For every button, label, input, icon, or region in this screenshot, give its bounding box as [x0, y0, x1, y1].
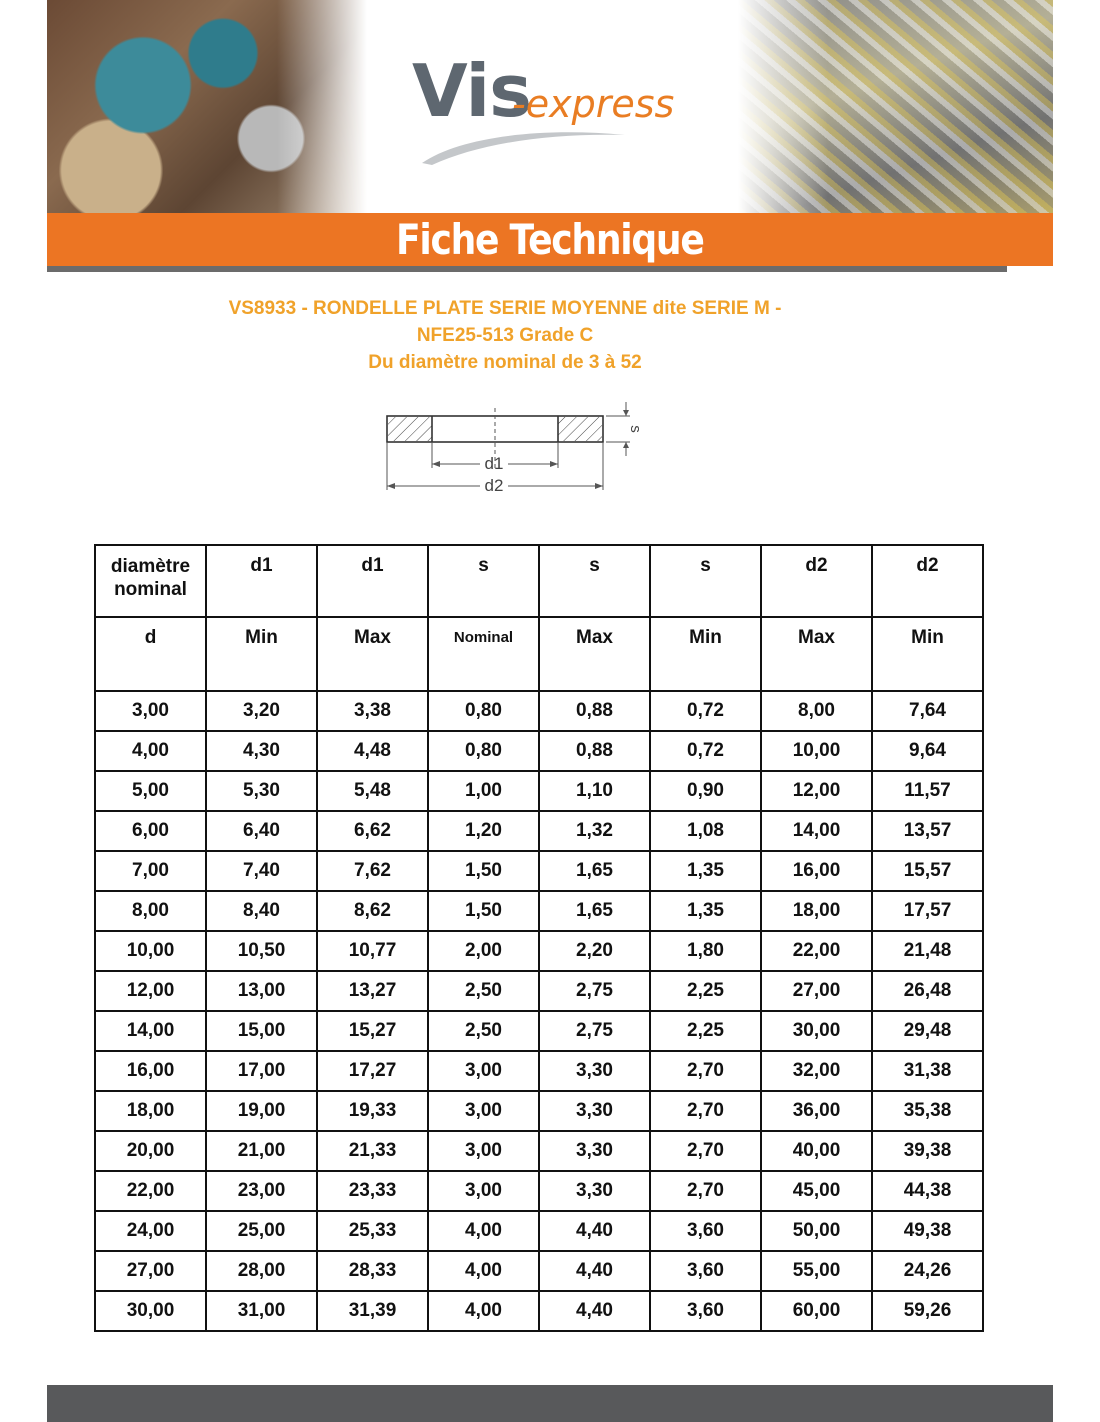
- table-cell: 60,00: [761, 1291, 872, 1331]
- product-line-1: VS8933 - RONDELLE PLATE SERIE MOYENNE dite SERIE M -: [228, 298, 782, 319]
- product-heading: [0, 295, 1010, 376]
- table-header-row-2: [95, 617, 983, 691]
- table-cell: 1,35: [650, 851, 761, 891]
- table-cell: 3,60: [650, 1291, 761, 1331]
- table-row: [95, 1011, 983, 1051]
- table-cell: 19,00: [206, 1091, 317, 1131]
- table-cell: 8,62: [317, 891, 428, 931]
- table-cell: 16,00: [761, 851, 872, 891]
- table-row: [95, 771, 983, 811]
- table-cell: 3,30: [539, 1171, 650, 1211]
- table-cell: 27,00: [761, 971, 872, 1011]
- table-cell: 3,00: [428, 1131, 539, 1171]
- table-cell: 9,64: [872, 731, 983, 771]
- table-cell: 17,27: [317, 1051, 428, 1091]
- table-row: [95, 1051, 983, 1091]
- table-cell: 49,38: [872, 1211, 983, 1251]
- table-cell: 3,60: [650, 1211, 761, 1251]
- table-cell: 3,38: [317, 691, 428, 731]
- table-cell: 3,30: [539, 1051, 650, 1091]
- table-row: [95, 851, 983, 891]
- table-cell: 3,20: [206, 691, 317, 731]
- table-cell: 5,30: [206, 771, 317, 811]
- table-row: [95, 931, 983, 971]
- table-cell: 21,00: [206, 1131, 317, 1171]
- table-cell: 1,00: [428, 771, 539, 811]
- logo-sub-text: -express: [512, 82, 675, 126]
- table-cell: 4,00: [428, 1211, 539, 1251]
- vis-express-logo: [412, 49, 702, 170]
- table-cell: 3,00: [428, 1091, 539, 1131]
- table-cell: 32,00: [761, 1051, 872, 1091]
- table-cell: 2,00: [428, 931, 539, 971]
- table-cell: 1,08: [650, 811, 761, 851]
- table-cell: 1,65: [539, 851, 650, 891]
- header-banner: [47, 0, 1053, 213]
- table-cell: 4,48: [317, 731, 428, 771]
- table-cell: 10,00: [95, 931, 206, 971]
- table-cell: 13,00: [206, 971, 317, 1011]
- table-cell: 22,00: [95, 1171, 206, 1211]
- table-cell: 45,00: [761, 1171, 872, 1211]
- table-cell: 8,00: [95, 891, 206, 931]
- table-cell: 8,00: [761, 691, 872, 731]
- table-cell: 4,40: [539, 1211, 650, 1251]
- label-d2: d2: [484, 476, 504, 495]
- table-cell: 15,57: [872, 851, 983, 891]
- table-cell: 2,70: [650, 1171, 761, 1211]
- table-cell: 7,64: [872, 691, 983, 731]
- table-cell: 1,10: [539, 771, 650, 811]
- header-cell: s: [650, 545, 761, 617]
- table-cell: 44,38: [872, 1171, 983, 1211]
- table-cell: 14,00: [761, 811, 872, 851]
- table-cell: 5,00: [95, 771, 206, 811]
- table-cell: 2,25: [650, 971, 761, 1011]
- table-cell: 24,26: [872, 1251, 983, 1291]
- table-row: [95, 1131, 983, 1171]
- table-cell: 14,00: [95, 1011, 206, 1051]
- table-cell: 3,00: [428, 1051, 539, 1091]
- table-cell: 7,62: [317, 851, 428, 891]
- washer-section-right: [558, 417, 602, 441]
- table-cell: 29,48: [872, 1011, 983, 1051]
- table-cell: 18,00: [761, 891, 872, 931]
- table-cell: 59,26: [872, 1291, 983, 1331]
- washer-diagram: [380, 398, 644, 498]
- table-cell: 10,00: [761, 731, 872, 771]
- footer-bar: [47, 1385, 1053, 1422]
- table-cell: 2,75: [539, 971, 650, 1011]
- table-cell: 7,40: [206, 851, 317, 891]
- header-cell: s: [428, 545, 539, 617]
- table-cell: 39,38: [872, 1131, 983, 1171]
- table-cell: 4,00: [428, 1251, 539, 1291]
- table-cell: 1,65: [539, 891, 650, 931]
- table-cell: 17,00: [206, 1051, 317, 1091]
- table-cell: 1,80: [650, 931, 761, 971]
- table-cell: 1,32: [539, 811, 650, 851]
- table-cell: 20,00: [95, 1131, 206, 1171]
- header-cell: d2: [872, 545, 983, 617]
- table-cell: 26,48: [872, 971, 983, 1011]
- table-row: [95, 1211, 983, 1251]
- header-cell: d2: [761, 545, 872, 617]
- table-cell: 0,88: [539, 731, 650, 771]
- table-cell: 0,72: [650, 691, 761, 731]
- table-cell: 30,00: [761, 1011, 872, 1051]
- table-cell: 17,57: [872, 891, 983, 931]
- table-cell: 25,33: [317, 1211, 428, 1251]
- table-cell: 50,00: [761, 1211, 872, 1251]
- table-row: [95, 1291, 983, 1331]
- table-cell: 1,35: [650, 891, 761, 931]
- spec-table: [94, 544, 984, 1332]
- table-row: [95, 691, 983, 731]
- table-cell: 28,00: [206, 1251, 317, 1291]
- table-cell: 55,00: [761, 1251, 872, 1291]
- table-row: [95, 1171, 983, 1211]
- table-cell: 2,70: [650, 1131, 761, 1171]
- table-cell: 10,77: [317, 931, 428, 971]
- table-cell: 10,50: [206, 931, 317, 971]
- table-cell: 25,00: [206, 1211, 317, 1251]
- label-d1: d1: [484, 454, 504, 473]
- logo-swoosh-icon: [420, 127, 630, 167]
- label-s: s: [627, 425, 644, 433]
- table-cell: 0,80: [428, 731, 539, 771]
- table-cell: 0,88: [539, 691, 650, 731]
- table-cell: 3,30: [539, 1091, 650, 1131]
- table-cell: 2,70: [650, 1091, 761, 1131]
- table-row: [95, 1251, 983, 1291]
- table-cell: 28,33: [317, 1251, 428, 1291]
- table-cell: 4,30: [206, 731, 317, 771]
- table-cell: 0,80: [428, 691, 539, 731]
- product-line-3: Du diamètre nominal de 3 à 52: [368, 352, 642, 373]
- table-cell: 12,00: [95, 971, 206, 1011]
- table-cell: 35,38: [872, 1091, 983, 1131]
- table-cell: 36,00: [761, 1091, 872, 1131]
- workshop-photo: [47, 0, 367, 213]
- table-cell: 4,40: [539, 1291, 650, 1331]
- logo-main-text: Vis: [412, 49, 531, 133]
- table-cell: 2,50: [428, 1011, 539, 1051]
- title-divider: [47, 266, 1007, 272]
- table-cell: 3,00: [428, 1171, 539, 1211]
- table-cell: 15,27: [317, 1011, 428, 1051]
- table-cell: 2,20: [539, 931, 650, 971]
- table-cell: 8,40: [206, 891, 317, 931]
- header-cell: d1: [206, 545, 317, 617]
- header-cell: Max: [761, 617, 872, 691]
- table-cell: 3,60: [650, 1251, 761, 1291]
- table-cell: 30,00: [95, 1291, 206, 1331]
- table-cell: 3,30: [539, 1131, 650, 1171]
- table-cell: 6,00: [95, 811, 206, 851]
- table-cell: 23,33: [317, 1171, 428, 1211]
- table-row: [95, 971, 983, 1011]
- table-cell: 2,70: [650, 1051, 761, 1091]
- header-cell: d: [95, 617, 206, 691]
- table-cell: 2,50: [428, 971, 539, 1011]
- table-cell: 31,39: [317, 1291, 428, 1331]
- table-cell: 11,57: [872, 771, 983, 811]
- table-cell: 15,00: [206, 1011, 317, 1051]
- table-cell: 31,00: [206, 1291, 317, 1331]
- table-cell: 6,40: [206, 811, 317, 851]
- table-cell: 2,25: [650, 1011, 761, 1051]
- header-cell: Nominal: [428, 617, 539, 691]
- header-cell: s: [539, 545, 650, 617]
- table-cell: 0,72: [650, 731, 761, 771]
- table-cell: 5,48: [317, 771, 428, 811]
- table-cell: 23,00: [206, 1171, 317, 1211]
- header-cell: d1: [317, 545, 428, 617]
- table-cell: 12,00: [761, 771, 872, 811]
- table-row: [95, 731, 983, 771]
- table-cell: 3,00: [95, 691, 206, 731]
- table-cell: 21,33: [317, 1131, 428, 1171]
- table-cell: 18,00: [95, 1091, 206, 1131]
- table-cell: 4,40: [539, 1251, 650, 1291]
- title-bar: [47, 213, 1053, 266]
- table-cell: 1,50: [428, 891, 539, 931]
- table-cell: 22,00: [761, 931, 872, 971]
- table-cell: 1,50: [428, 851, 539, 891]
- header-cell: Max: [539, 617, 650, 691]
- table-row: [95, 891, 983, 931]
- table-cell: 2,75: [539, 1011, 650, 1051]
- table-header-row-1: [95, 545, 983, 617]
- header-cell: diamètre nominal: [95, 545, 206, 617]
- table-cell: 19,33: [317, 1091, 428, 1131]
- table-cell: 31,38: [872, 1051, 983, 1091]
- table-cell: 16,00: [95, 1051, 206, 1091]
- header-cell: Min: [650, 617, 761, 691]
- table-cell: 1,20: [428, 811, 539, 851]
- table-cell: 4,00: [428, 1291, 539, 1331]
- table-cell: 24,00: [95, 1211, 206, 1251]
- table-cell: 4,00: [95, 731, 206, 771]
- table-row: [95, 1091, 983, 1131]
- table-row: [95, 811, 983, 851]
- table-cell: 27,00: [95, 1251, 206, 1291]
- table-cell: 40,00: [761, 1131, 872, 1171]
- header-cell: Max: [317, 617, 428, 691]
- screws-photo: [738, 0, 1053, 213]
- table-cell: 13,57: [872, 811, 983, 851]
- table-cell: 13,27: [317, 971, 428, 1011]
- page-title: Fiche Technique: [396, 215, 704, 264]
- washer-section-left: [388, 417, 432, 441]
- table-cell: 6,62: [317, 811, 428, 851]
- table-cell: 21,48: [872, 931, 983, 971]
- header-cell: Min: [206, 617, 317, 691]
- table-cell: 0,90: [650, 771, 761, 811]
- header-cell: Min: [872, 617, 983, 691]
- product-line-2: NFE25-513 Grade C: [416, 325, 594, 346]
- table-cell: 7,00: [95, 851, 206, 891]
